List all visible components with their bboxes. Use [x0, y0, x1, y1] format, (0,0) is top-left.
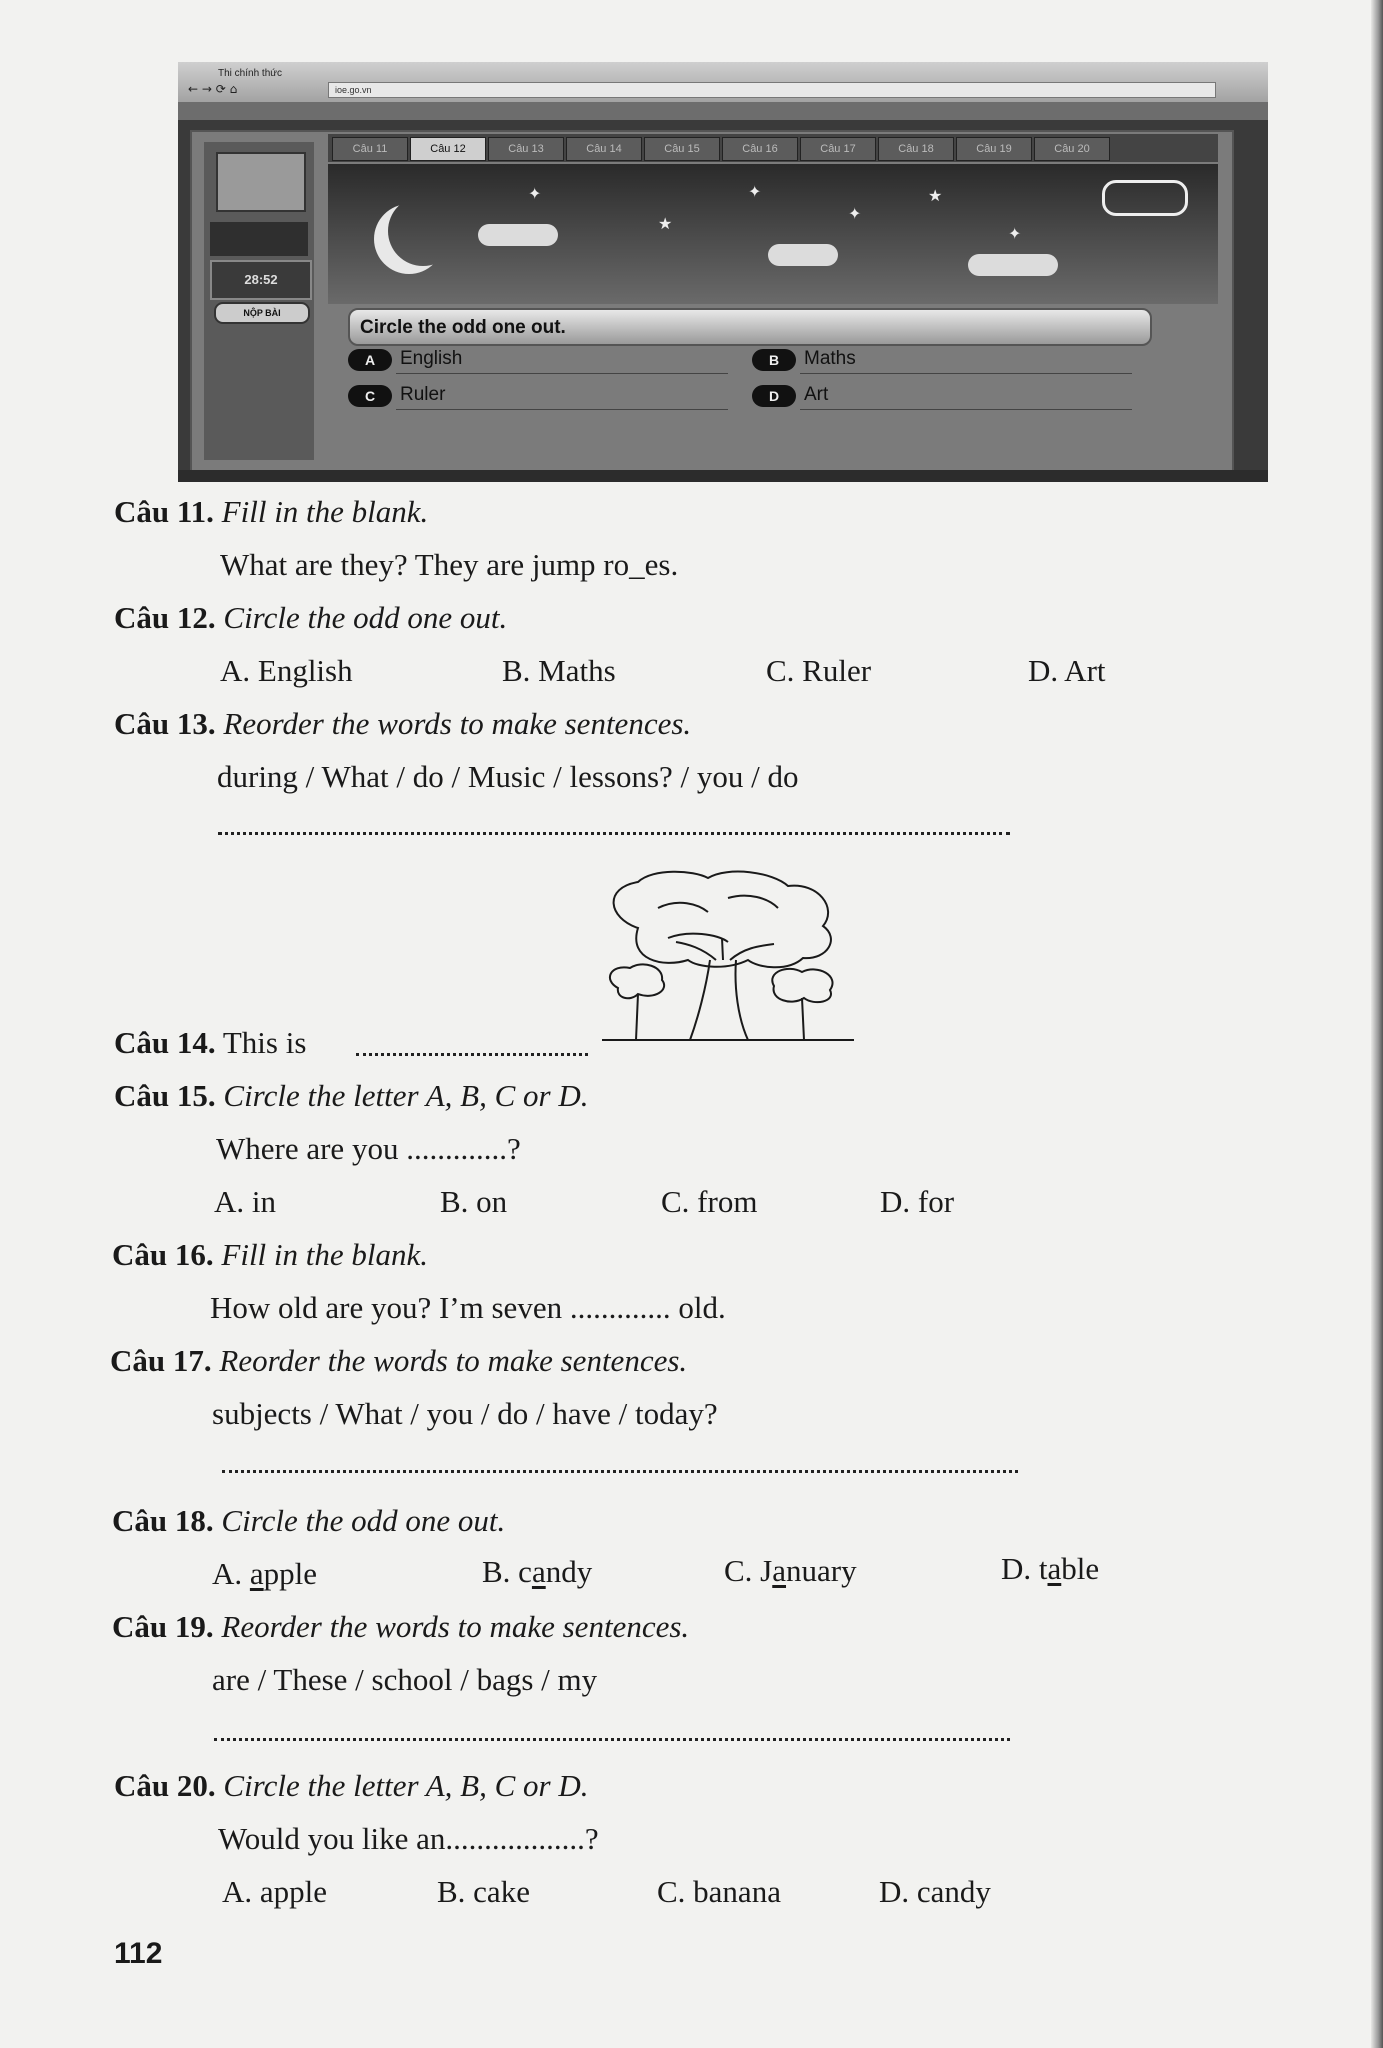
star-icon: ★	[928, 188, 943, 205]
tab-cau-12: Câu 12	[410, 137, 486, 161]
cloud-shape	[478, 224, 558, 246]
browser-toolbar	[178, 62, 1268, 120]
taskbar	[178, 470, 1268, 482]
submit-button: NỘP BÀI	[214, 302, 310, 324]
small-tree-left	[610, 964, 664, 1040]
night-sky-scene	[328, 164, 1218, 304]
q12-option-c: C. Ruler	[766, 653, 872, 688]
q20-option-c: C. banana	[657, 1874, 781, 1909]
q15-text: Where are you .............?	[216, 1131, 521, 1166]
q20-text: Would you like an..................?	[218, 1821, 599, 1856]
q12-option-d: D. Art	[1028, 653, 1106, 688]
tab-cau-20: Câu 20	[1034, 137, 1110, 161]
q16-heading: Câu 16. Fill in the blank.	[112, 1237, 429, 1272]
q19-heading: Câu 19. Reorder the words to make sentences.	[112, 1609, 690, 1644]
q18-option-c: C. January	[724, 1553, 857, 1588]
cloud-shape	[768, 244, 838, 266]
tab-cau-13: Câu 13	[488, 137, 564, 161]
q14-heading: Câu 14. This is	[114, 1025, 307, 1060]
option-text: Ruler	[400, 384, 446, 405]
q20-heading: Câu 20. Circle the letter A, B, C or D.	[114, 1768, 589, 1803]
avatar	[216, 152, 306, 212]
tree-canopy-detail	[658, 896, 778, 942]
q12-heading: Câu 12. Circle the odd one out.	[114, 600, 508, 635]
tree-picture	[598, 868, 858, 1048]
q17-words: subjects / What / you / do / have / today?	[212, 1396, 718, 1431]
q18-option-d: D. table	[1001, 1551, 1100, 1586]
small-tree-right	[772, 969, 832, 1040]
star-icon: ★	[658, 216, 673, 233]
option-badge: B	[752, 349, 796, 371]
q15-option-d: D. for	[880, 1184, 955, 1219]
tab-cau-17: Câu 17	[800, 137, 876, 161]
q17-answer-line	[222, 1470, 1018, 1473]
address-bar: ioe.go.vn	[328, 82, 1216, 98]
option-text: Art	[804, 384, 829, 405]
option-text: English	[400, 348, 463, 369]
ioe-logo	[1102, 180, 1188, 216]
browser-tab-title: Thi chính thức	[218, 68, 282, 79]
q18-option-a: A. apple	[212, 1556, 318, 1591]
q17-heading: Câu 17. Reorder the words to make sentences.	[110, 1343, 688, 1378]
tab-cau-19: Câu 19	[956, 137, 1032, 161]
q19-answer-line	[214, 1738, 1010, 1741]
q20-option-d: D. candy	[879, 1874, 991, 1909]
tab-cau-14: Câu 14	[566, 137, 642, 161]
quiz-screenshot	[178, 62, 1268, 482]
page-edge	[1371, 0, 1383, 2048]
question-tabs	[328, 134, 1218, 162]
star-icon: ✦	[748, 184, 762, 201]
star-icon: ✦	[1008, 226, 1022, 243]
q13-heading: Câu 13. Reorder the words to make sentences.	[114, 706, 692, 741]
option-text: Maths	[804, 348, 856, 369]
q15-option-a: A. in	[214, 1184, 276, 1219]
q15-option-b: B. on	[440, 1184, 508, 1219]
bookmarks-bar	[178, 102, 1268, 120]
tab-cau-18: Câu 18	[878, 137, 954, 161]
q20-option-a: A. apple	[222, 1874, 328, 1909]
star-icon: ✦	[848, 206, 862, 223]
cloud-shape	[968, 254, 1058, 276]
tab-cau-16: Câu 16	[722, 137, 798, 161]
q12-option-b: B. Maths	[502, 653, 616, 688]
name-box	[210, 222, 308, 256]
page-number: 112	[114, 1937, 163, 1970]
option-d	[752, 382, 1132, 412]
moon-icon	[388, 196, 458, 266]
timer: 28:52	[210, 260, 312, 300]
q16-text: How old are you? I’m seven ............. old.	[210, 1290, 726, 1325]
question-bar	[348, 308, 1152, 346]
q20-option-b: B. cake	[437, 1874, 530, 1909]
option-badge: D	[752, 385, 796, 407]
option-badge: C	[348, 385, 392, 407]
q15-option-c: C. from	[661, 1184, 758, 1219]
option-b	[752, 346, 1132, 376]
left-panel	[204, 142, 314, 460]
q11-text: What are they? They are jump ro_es.	[220, 547, 679, 582]
option-c	[348, 382, 728, 412]
tree-branches	[676, 938, 774, 960]
q14-answer-line	[356, 1053, 588, 1056]
q13-answer-line	[218, 832, 1010, 835]
star-icon: ✦	[528, 186, 542, 203]
tree-trunk	[690, 960, 748, 1040]
q18-option-b: B. candy	[482, 1554, 593, 1589]
tab-cau-15: Câu 15	[644, 137, 720, 161]
q11-heading: Câu 11. Fill in the blank.	[114, 494, 429, 529]
question-text: Circle the odd one out.	[360, 317, 566, 338]
quiz-app	[190, 130, 1234, 474]
q13-words: during / What / do / Music / lessons? / you / do	[217, 759, 799, 794]
q12-option-a: A. English	[220, 653, 353, 688]
tab-cau-11: Câu 11	[332, 137, 408, 161]
q19-words: are / These / school / bags / my	[212, 1662, 598, 1697]
option-badge: A	[348, 349, 392, 371]
q15-heading: Câu 15. Circle the letter A, B, C or D.	[114, 1078, 589, 1113]
q18-heading: Câu 18. Circle the odd one out.	[112, 1503, 506, 1538]
nav-arrows-icon: ← → ⟳ ⌂	[188, 82, 238, 96]
option-a	[348, 346, 728, 376]
